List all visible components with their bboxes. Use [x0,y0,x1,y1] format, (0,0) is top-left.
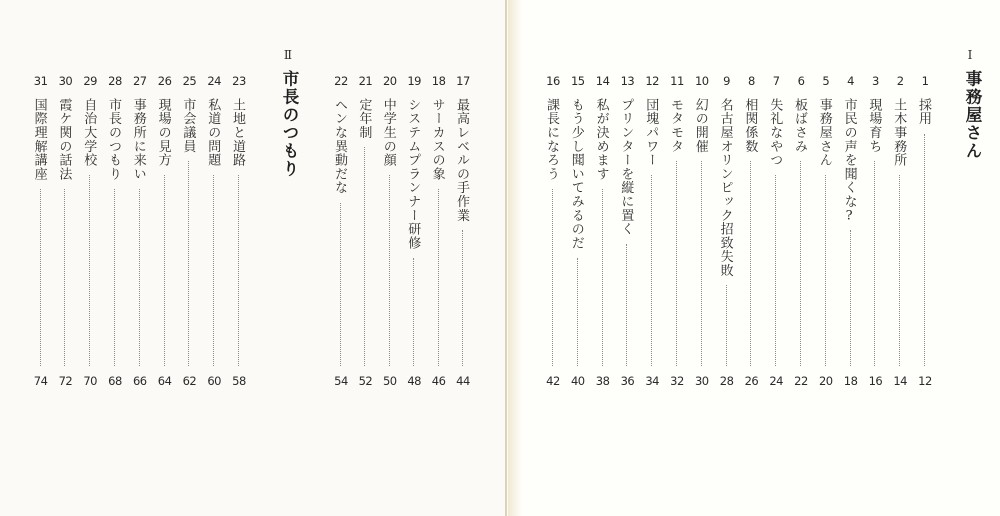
toc-entry [104,0,126,516]
entry-page-number: 38 [595,374,610,388]
entry-title: ヘンな異動だな [332,98,347,195]
entry-page-number: 24 [769,374,783,388]
entry-page-number: 70 [83,374,97,388]
toc-entry [79,0,101,516]
entry-title: プリンターを縦に置く [618,98,634,236]
entry-title: もう少し聞いてみるのだ [568,98,584,250]
entry-page-number: 28 [719,374,734,388]
entry-number: 1 [921,74,929,88]
entry-title: 土木事務所 [891,98,907,167]
entry-page-number: 50 [382,374,397,388]
entry-number: 3 [871,74,879,88]
leader-dots [40,189,41,366]
toc-entry [765,0,787,516]
entry-title: 定年制 [356,98,372,140]
entry-page-number: 30 [694,374,709,388]
entry-title: 団塊パワー [643,98,659,167]
entry-number: 26 [157,74,172,88]
entry-page-number: 36 [620,374,635,388]
part1-heading: 事務屋さん [963,70,982,160]
entry-page-number: 32 [670,374,684,388]
entry-page-number: 68 [108,374,122,388]
toc-entry [178,0,200,516]
entry-title: 採用 [916,98,931,126]
toc-entry [840,0,862,516]
leader-dots [850,230,851,366]
leader-dots [577,258,578,366]
toc-entry [616,0,638,516]
entry-number: 4 [847,74,854,88]
part2-heading: 市長のつもり [280,70,299,178]
entry-number: 11 [670,74,684,88]
entry-title: 名古屋オリンピック招致失敗 [717,98,733,278]
entry-number: 28 [108,74,122,88]
entry-number: 24 [207,74,221,88]
entry-page-number: 22 [794,374,808,388]
entry-page-number: 42 [546,374,560,388]
toc-entry [864,0,886,516]
entry-page-number: 64 [157,374,172,388]
toc-entry [592,0,614,516]
leader-dots [188,161,189,366]
leader-dots [924,134,925,366]
entry-number: 22 [334,74,348,88]
leader-dots [364,147,365,366]
entry-page-number: 14 [893,374,907,388]
toc-entry [330,0,352,516]
entry-number: 8 [747,74,755,88]
entry-number: 13 [620,74,635,88]
toc-entry [428,0,450,516]
toc-entry [203,0,225,516]
leader-dots [775,175,776,366]
entry-title: 土地と道路 [230,98,245,167]
entry-title: 失礼なやつ [767,98,783,167]
part2-numeral: Ⅱ [283,48,293,62]
entry-number: 30 [58,74,73,88]
entry-title: 事務屋さん [816,98,832,167]
leader-dots [238,175,239,366]
entry-title: 板ばさみ [792,98,807,154]
entry-number: 10 [694,74,709,88]
entry-page-number: 74 [33,374,48,388]
toc-entry [54,0,76,516]
leader-dots [114,189,115,366]
entry-number: 25 [182,74,197,88]
leader-dots [800,161,801,366]
entry-page-number: 44 [456,374,470,388]
toc-entry [154,0,176,516]
entry-title: 中学生の顔 [380,98,396,167]
entry-title: 幻の開催 [692,98,708,154]
entry-number: 5 [822,74,830,88]
toc-entry [129,0,151,516]
entry-page-number: 16 [868,374,883,388]
entry-title: 事務所に来い [130,98,146,181]
toc-entry [666,0,688,516]
leader-dots [438,189,439,366]
entry-page-number: 52 [358,374,373,388]
leader-dots [413,258,414,366]
entry-number: 6 [797,74,805,88]
leader-dots [676,161,677,366]
entry-number: 31 [33,74,48,88]
leader-dots [651,175,652,366]
entry-number: 18 [431,74,446,88]
toc-entry [790,0,812,516]
entry-page-number: 12 [918,374,932,388]
entry-title: 課長になろう [544,98,559,181]
toc-entry [228,0,250,516]
entry-title: 市民の声を聞くな? [841,98,857,225]
toc-entry [379,0,401,516]
leader-dots [602,189,603,366]
leader-dots [899,175,900,366]
entry-number: 27 [132,74,147,88]
toc-entry [691,0,713,516]
entry-page-number: 34 [645,374,659,388]
book-gutter [505,0,507,516]
entry-number: 12 [645,74,659,88]
leader-dots [462,230,463,366]
leader-dots [874,161,875,366]
entry-title: 霞ケ関の話法 [56,98,72,181]
toc-entry [641,0,663,516]
part1-numeral: Ⅰ [967,48,973,62]
entry-number: 21 [358,74,373,88]
leader-dots [750,161,751,366]
toc-entry [403,0,425,516]
entry-page-number: 18 [843,374,858,388]
leader-dots [213,175,214,366]
leader-dots [89,175,90,366]
entry-page-number: 72 [58,374,73,388]
entry-page-number: 46 [431,374,446,388]
leader-dots [701,161,702,366]
entry-title: 市長のつもり [106,98,121,181]
entry-title: モタモタ [668,98,683,154]
entry-title: 国際理解講座 [31,98,47,181]
entry-page-number: 66 [132,374,147,388]
entry-title: サーカスの象 [429,98,445,181]
entry-page-number: 60 [207,374,221,388]
entry-number: 16 [546,74,560,88]
entry-number: 20 [382,74,397,88]
entry-title: 自治大学校 [81,98,97,167]
entry-number: 29 [83,74,97,88]
entry-page-number: 26 [744,374,759,388]
entry-page-number: 40 [570,374,585,388]
leader-dots [626,244,627,366]
toc-entry [815,0,837,516]
toc-entry [889,0,911,516]
entry-page-number: 20 [818,374,833,388]
entry-number: 9 [723,74,730,88]
entry-number: 19 [407,74,421,88]
entry-title: 現場育ち [866,98,882,154]
toc-entry [716,0,738,516]
leader-dots [139,189,140,366]
entry-number: 2 [896,74,904,88]
entry-number: 23 [232,74,246,88]
leader-dots [164,175,165,366]
entry-title: 私道の問題 [205,98,221,167]
entry-page-number: 48 [407,374,421,388]
toc-entry [354,0,376,516]
entry-number: 17 [456,74,470,88]
entry-page-number: 62 [182,374,197,388]
leader-dots [825,175,826,366]
entry-title: システムプランナー研修 [405,98,421,250]
toc-entry [740,0,762,516]
entry-number: 7 [772,74,780,88]
leader-dots [552,189,553,366]
leader-dots [726,285,727,366]
toc-entry [30,0,52,516]
toc-entry [914,0,936,516]
leader-dots [389,175,390,366]
entry-title: 現場の見方 [155,98,171,167]
entry-title: 市会議員 [180,98,196,154]
toc-entry [567,0,589,516]
entry-page-number: 54 [334,374,348,388]
entry-title: 私が決めます [593,98,609,181]
toc-entry [452,0,474,516]
entry-number: 14 [595,74,610,88]
entry-number: 15 [570,74,585,88]
entry-title: 最高レベルの手作業 [454,98,469,223]
leader-dots [340,203,341,366]
toc-entry [542,0,564,516]
entry-page-number: 58 [232,374,246,388]
leader-dots [64,189,65,366]
entry-title: 相関係数 [742,98,758,154]
